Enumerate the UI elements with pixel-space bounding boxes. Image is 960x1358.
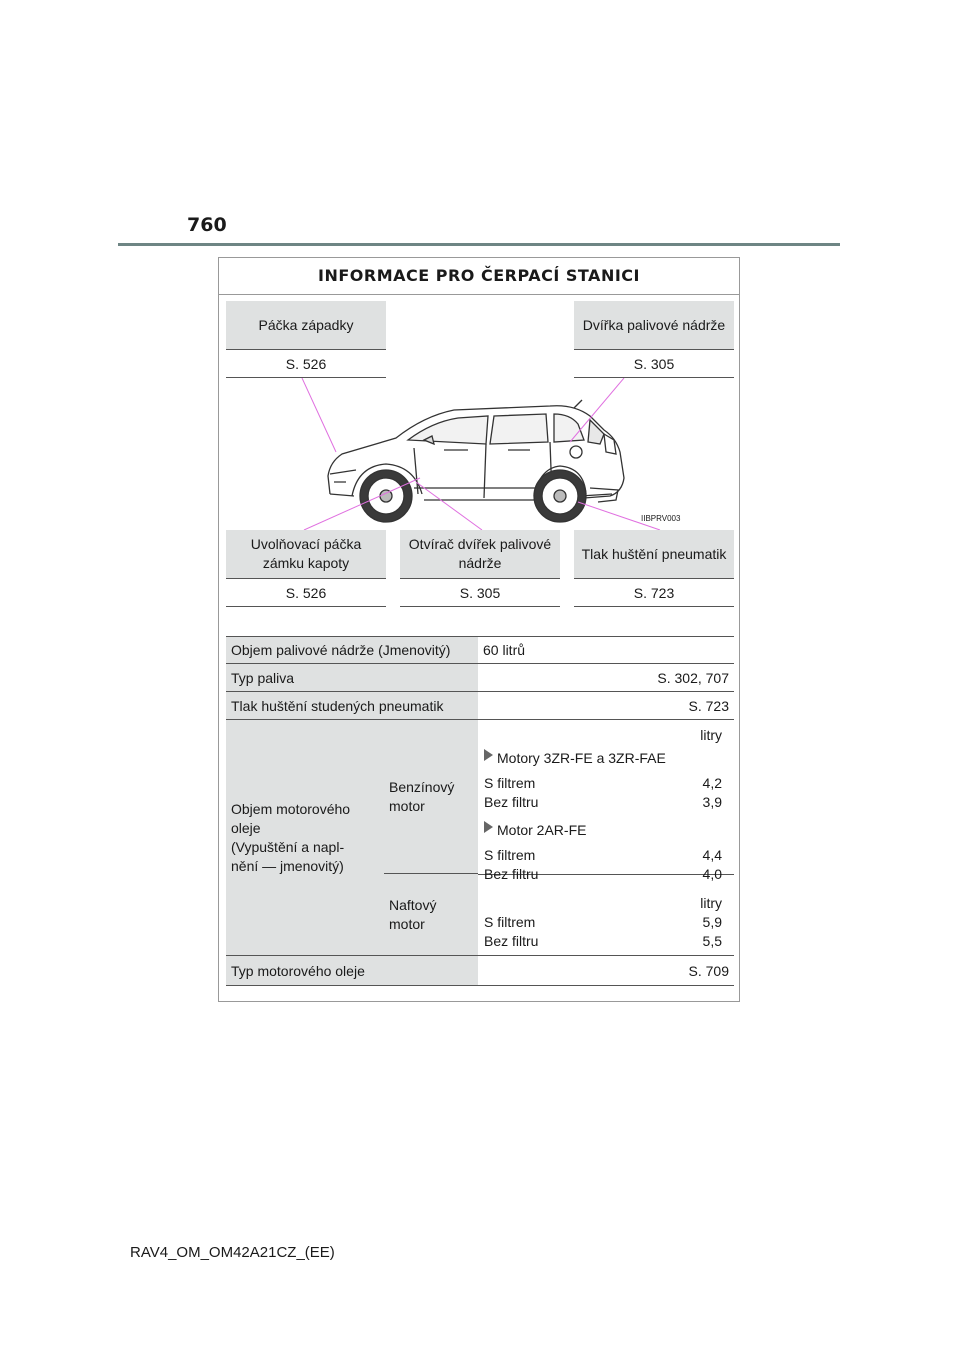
page-number: 760 bbox=[187, 214, 227, 236]
cold-tire-label: Tlak huštění studených pneumatik bbox=[226, 692, 478, 719]
oil-type-label: Typ motorového oleje bbox=[226, 956, 478, 985]
oil-2ar-with-filter: S filtrem 4,4 bbox=[484, 847, 722, 863]
box-title: INFORMACE PRO ČERPACÍ STANICI bbox=[218, 257, 740, 295]
fuel-door-label: Dvířka palivové nádrže bbox=[574, 301, 734, 350]
hood-release-ref: S. 526 bbox=[226, 579, 386, 607]
car-illustration bbox=[218, 378, 740, 530]
fuel-door-ref: S. 305 bbox=[574, 350, 734, 378]
petrol-unit: litry bbox=[700, 727, 722, 743]
oil-capacity-row bbox=[226, 720, 734, 956]
fuel-opener-ref: S. 305 bbox=[400, 579, 560, 607]
hood-latch-label: Páčka západky bbox=[226, 301, 386, 350]
table-row bbox=[226, 664, 734, 692]
document-code: RAV4_OM_OM42A21CZ_(EE) bbox=[130, 1244, 335, 1261]
table-row bbox=[226, 636, 734, 664]
table-row bbox=[226, 956, 734, 986]
oil-capacity-label: Objem motorového oleje (Vypuštění a napl- nění — jmenovitý) bbox=[226, 720, 384, 955]
leader-lines bbox=[302, 378, 660, 530]
hood-release-label: Uvolňovací páčka zámku kapoty bbox=[226, 530, 386, 579]
tire-pressure-label: Tlak huštění pneumatik bbox=[574, 530, 734, 579]
engine-group-2ar: Motor 2AR-FE bbox=[484, 821, 722, 840]
image-code: IIBPRV003 bbox=[641, 514, 681, 523]
oil-diesel-with-filter: S filtrem 5,9 bbox=[484, 914, 722, 930]
hood-latch-ref: S. 526 bbox=[226, 350, 386, 378]
fuel-capacity-label: Objem palivové nádrže (Jmenovitý) bbox=[226, 637, 478, 663]
oil-2ar-without-filter: Bez filtru 4,0 bbox=[484, 866, 722, 882]
fuel-capacity-value: 60 litrů bbox=[483, 642, 526, 658]
triangle-bullet-icon bbox=[484, 749, 493, 761]
fuel-type-value: S. 302, 707 bbox=[657, 669, 729, 686]
petrol-engine-label: Benzínový motor bbox=[384, 720, 478, 874]
tire-pressure-ref: S. 723 bbox=[574, 579, 734, 607]
oil-type-value: S. 709 bbox=[688, 962, 729, 979]
triangle-bullet-icon bbox=[484, 821, 493, 833]
header-rule bbox=[118, 243, 840, 246]
oil-diesel-without-filter: Bez filtru 5,5 bbox=[484, 933, 722, 949]
table-row bbox=[226, 692, 734, 720]
wheel-icons bbox=[360, 470, 586, 522]
engine-group-3zr: Motory 3ZR-FE a 3ZR-FAE bbox=[484, 749, 722, 768]
oil-3zr-with-filter: S filtrem 4,2 bbox=[484, 775, 722, 791]
diesel-unit: litry bbox=[700, 895, 722, 911]
fuel-type-label: Typ paliva bbox=[226, 664, 478, 691]
fuel-opener-label: Otvírač dvířek palivové nádrže bbox=[400, 530, 560, 579]
cold-tire-value: S. 723 bbox=[688, 697, 729, 714]
diesel-engine-label: Naftový motor bbox=[384, 874, 478, 955]
oil-3zr-without-filter: Bez filtru 3,9 bbox=[484, 794, 722, 810]
